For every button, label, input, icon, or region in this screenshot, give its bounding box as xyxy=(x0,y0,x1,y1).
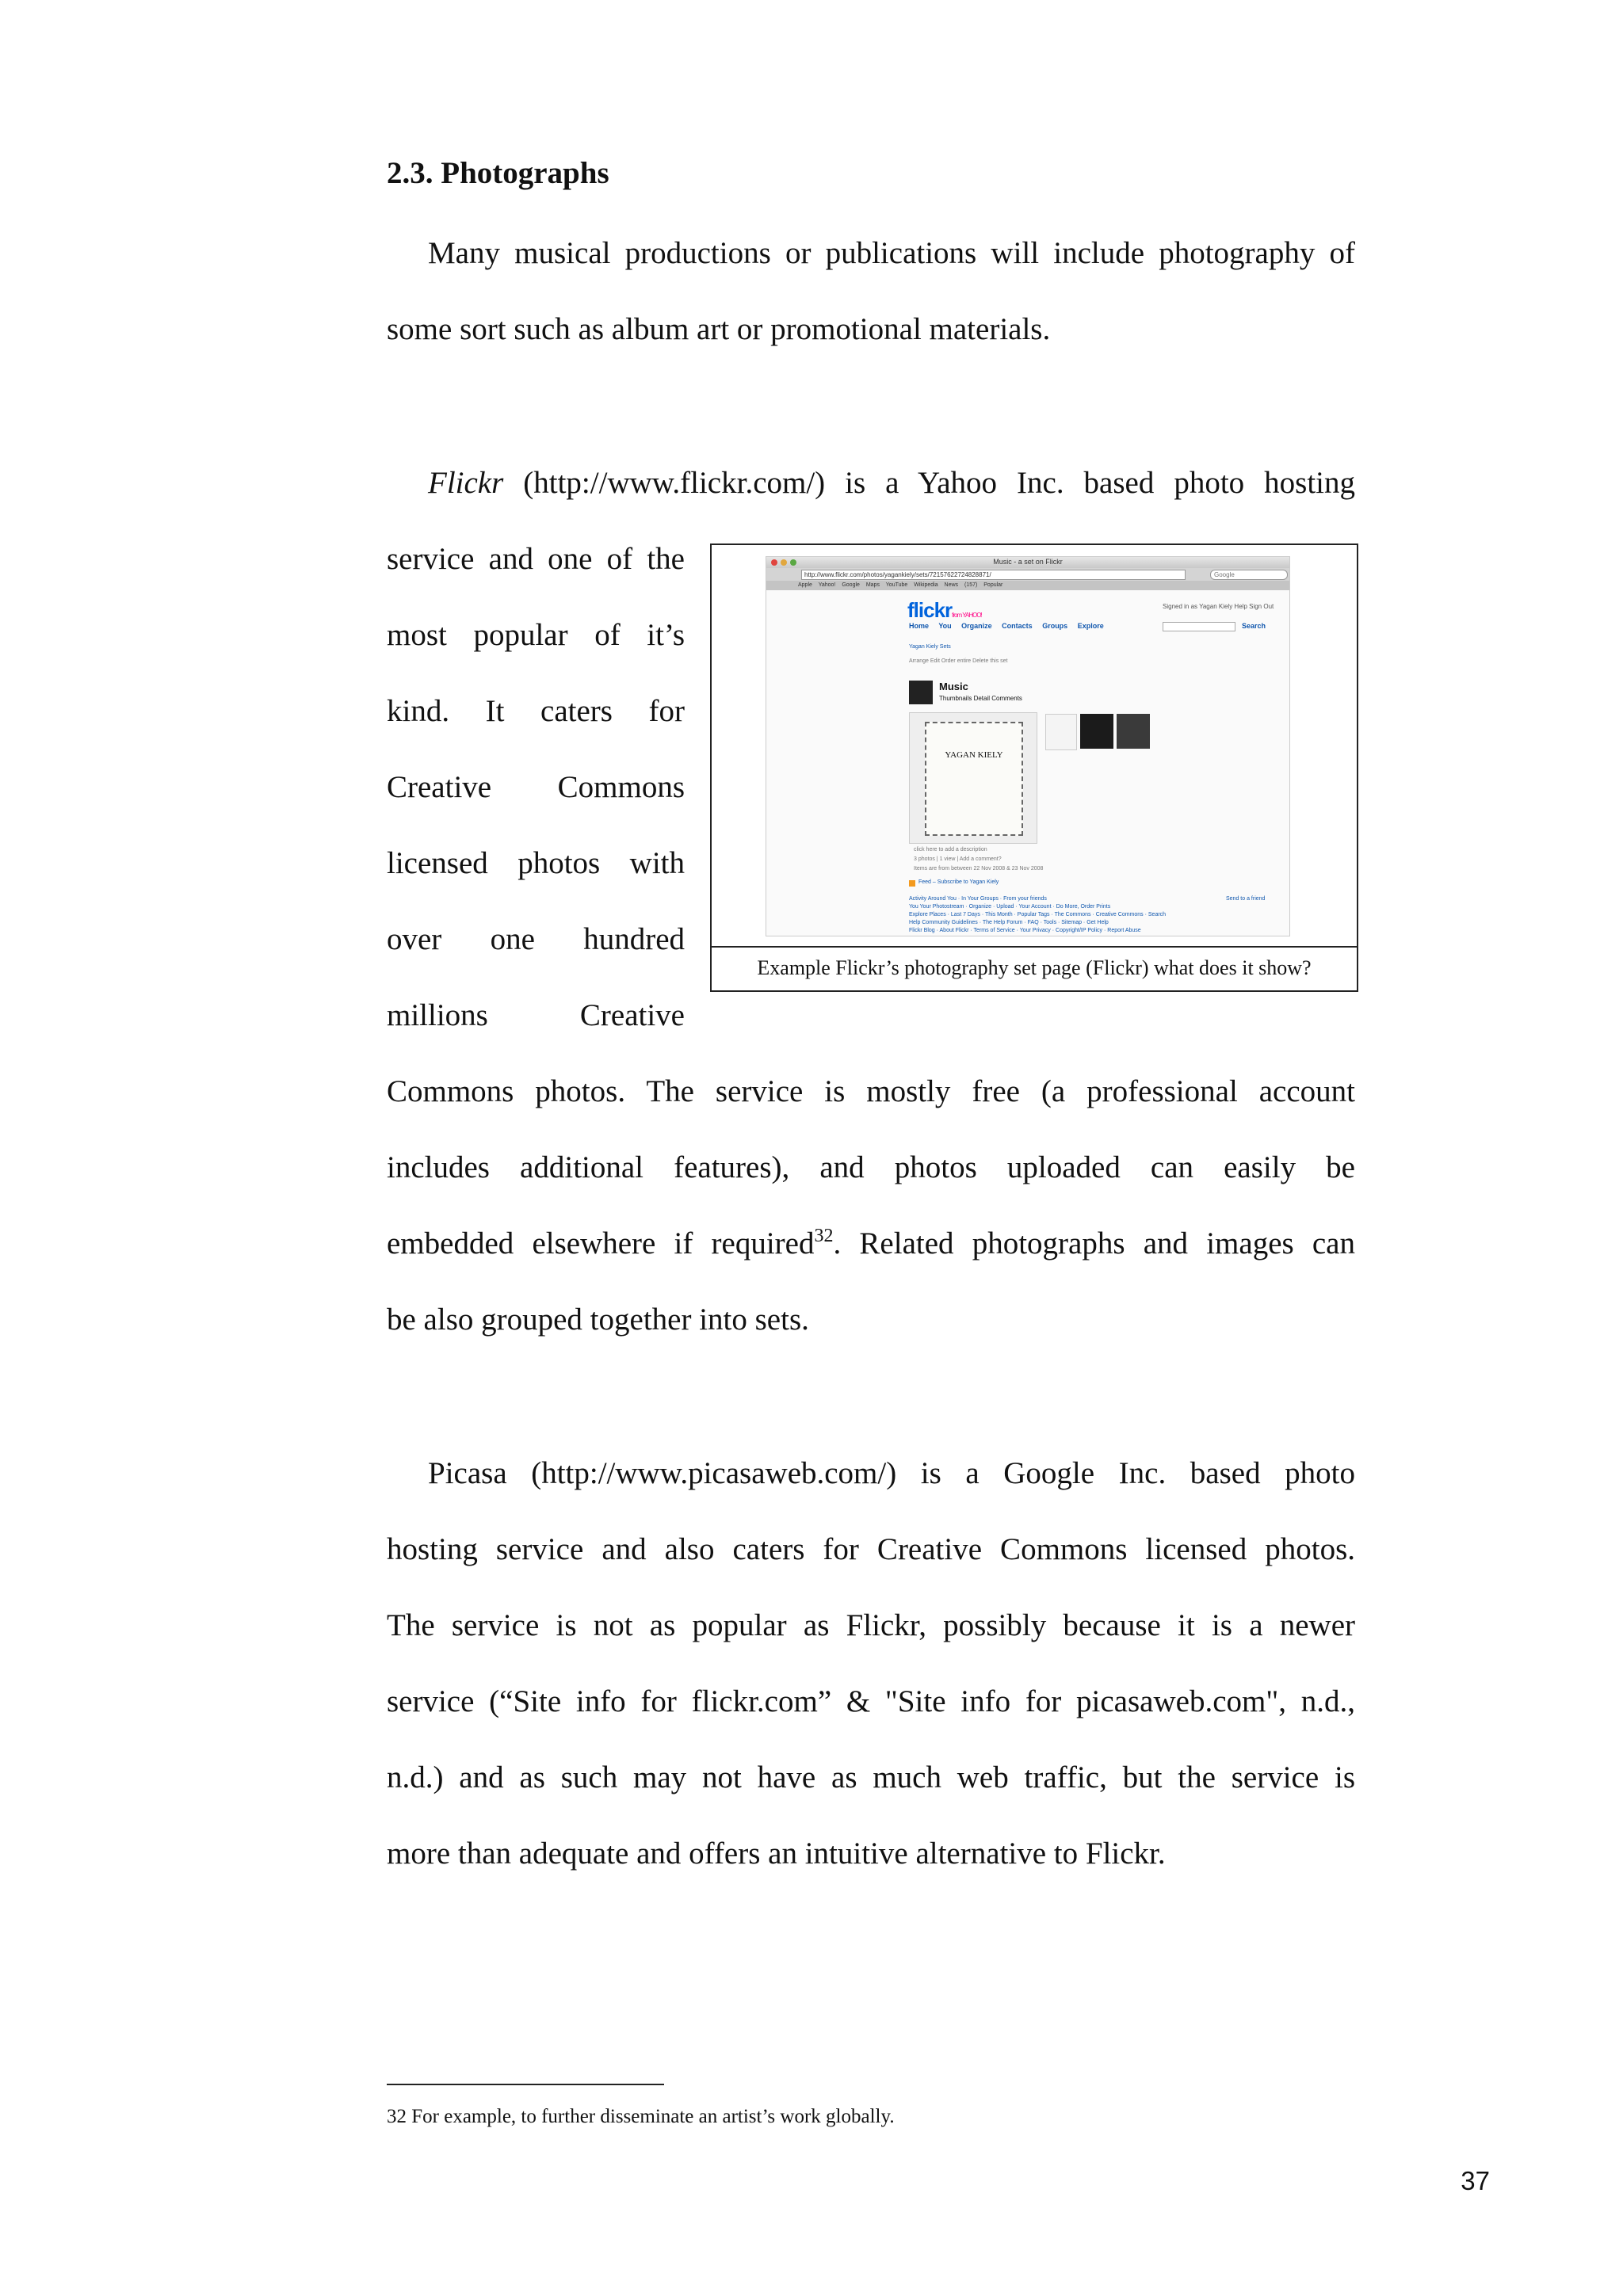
taken-range: Items are from between 22 Nov 2008 & 23 Nov 2008 xyxy=(914,866,1044,871)
photo-thumb-1 xyxy=(1045,714,1077,750)
flickr-italic: Flickr xyxy=(428,466,504,500)
photo-thumb-2 xyxy=(1080,714,1113,749)
wrap-line-3: kind. It caters for xyxy=(387,694,685,728)
flickr-search-box xyxy=(1163,622,1235,631)
send-to-friend: Send to a friend xyxy=(1226,896,1266,902)
paragraph1-line1: Many musical productions or publications will include photography of xyxy=(428,236,1355,270)
paragraph3-line-2: hosting service and also caters for Creative Commons licensed photos. xyxy=(387,1532,1355,1566)
footer-line-4: Help Community Guidelines · The Help Forum · FAQ · Tools · Sitemap · Get Help xyxy=(909,920,1109,925)
flickr-logo-text: flickr xyxy=(907,598,953,622)
wrap-line-5: licensed photos with xyxy=(387,846,685,880)
rss-icon xyxy=(909,880,915,887)
paragraph2-line1-rest: (http://www.flickr.com/) is a Yahoo Inc. based photo hosting xyxy=(503,466,1355,500)
set-toolbar: Arrange Edit Order entire Delete this set xyxy=(909,658,1008,664)
browser-urlbar xyxy=(766,568,1289,581)
window-title: Music - a set on Flickr xyxy=(993,558,1063,566)
set-title: Music xyxy=(939,681,968,692)
wrap-line-7: millions Creative xyxy=(387,998,685,1032)
figure-caption: Example Flickr’s photography set page (Flickr) what does it show? xyxy=(712,946,1357,990)
figure-frame xyxy=(710,543,1358,992)
browser-titlebar xyxy=(766,557,1289,568)
paragraph3-line-1: Picasa (http://www.picasaweb.com/) is a Google Inc. based photo xyxy=(428,1456,1355,1490)
paragraph3-line-3: The service is not as popular as Flickr, possibly because it is a newer xyxy=(387,1608,1355,1642)
paragraph2-line1 xyxy=(387,464,1355,502)
section-heading: 2.3. Photographs xyxy=(387,156,609,190)
footnote-ref: 32 xyxy=(814,1226,834,1246)
wrap-line-6: over one hundred xyxy=(387,922,685,956)
flickr-screenshot xyxy=(766,556,1290,936)
signed-in-text: Signed in as Yagan Kiely Help Sign Out xyxy=(1163,603,1274,610)
full-line-1: Commons photos. The service is mostly free (a professional account xyxy=(387,1074,1355,1108)
footnote-rule xyxy=(387,2084,664,2085)
full-line-2: includes additional features), and photos uploaded can easily be xyxy=(387,1150,1355,1184)
feed-link: Feed – Subscribe to Yagan Kiely xyxy=(918,879,999,885)
flickr-nav: Home You Organize Contacts Groups Explore xyxy=(909,622,1104,630)
wrap-line-2: most popular of it’s xyxy=(387,618,685,652)
paragraph3-last-line: more than adequate and offers an intuitive alternative to Flickr. xyxy=(387,1836,1166,1871)
photo-thumb-3 xyxy=(1117,714,1150,749)
paragraph2-last-line: be also grouped together into sets. xyxy=(387,1302,809,1337)
bookmarks-bar: Apple Yahoo! Google Maps YouTube Wikipedia News (157) Popular xyxy=(766,581,1289,590)
flickr-logo xyxy=(907,598,982,623)
add-description: click here to add a description xyxy=(914,847,987,852)
breadcrumb: Yagan Kiely Sets xyxy=(909,644,951,650)
flickr-logo-tag: from YAHOO! xyxy=(952,612,982,619)
paragraph3-line-5: n.d.) and as such may not have as much web traffic, but the service is xyxy=(387,1760,1355,1794)
set-thumbnail xyxy=(909,681,933,704)
footer-line-1: Activity Around You · In Your Groups · From your friends xyxy=(909,896,1047,902)
wrap-line-1: service and one of the xyxy=(387,542,685,576)
url-field: http://www.flickr.com/photos/yagankiely/sets/72157622724828871/ xyxy=(801,570,1186,580)
paragraph3-line-4: service (“Site info for flickr.com” & "Site info for picasaweb.com", n.d., xyxy=(387,1684,1355,1718)
full-line-3 xyxy=(387,1225,1355,1263)
footer-line-3: Explore Places · Last 7 Days · This Month · Popular Tags · The Commons · Creative Commons · Search xyxy=(909,912,1167,917)
full-line-3-after: . Related photographs and images can xyxy=(833,1226,1355,1261)
page-number: 37 xyxy=(1461,2166,1490,2195)
full-line-3-before: embedded elsewhere if required xyxy=(387,1226,815,1261)
footnote-text: 32 For example, to further disseminate an artist’s work globally. xyxy=(387,2106,895,2127)
paragraph1-line2: some sort such as album art or promotional materials. xyxy=(387,312,1051,346)
set-tabs: Thumbnails Detail Comments xyxy=(939,695,1022,702)
flickr-search-label: Search xyxy=(1242,622,1266,630)
doc-title: YAGAN KIELY xyxy=(945,750,1003,760)
footer-line-5: Flickr Blog · About Flickr · Terms of Service · Your Privacy · Copyright/IP Policy · Report Abuse xyxy=(909,928,1141,933)
photo-count: 3 photos | 1 view | Add a comment? xyxy=(914,856,1002,862)
browser-search: Google xyxy=(1210,570,1288,580)
footer-line-2: You Your Photostream · Organize · Upload · Your Account · Do More, Order Prints xyxy=(909,904,1111,910)
photo-document xyxy=(925,722,1023,836)
wrap-line-4: Creative Commons xyxy=(387,770,685,804)
